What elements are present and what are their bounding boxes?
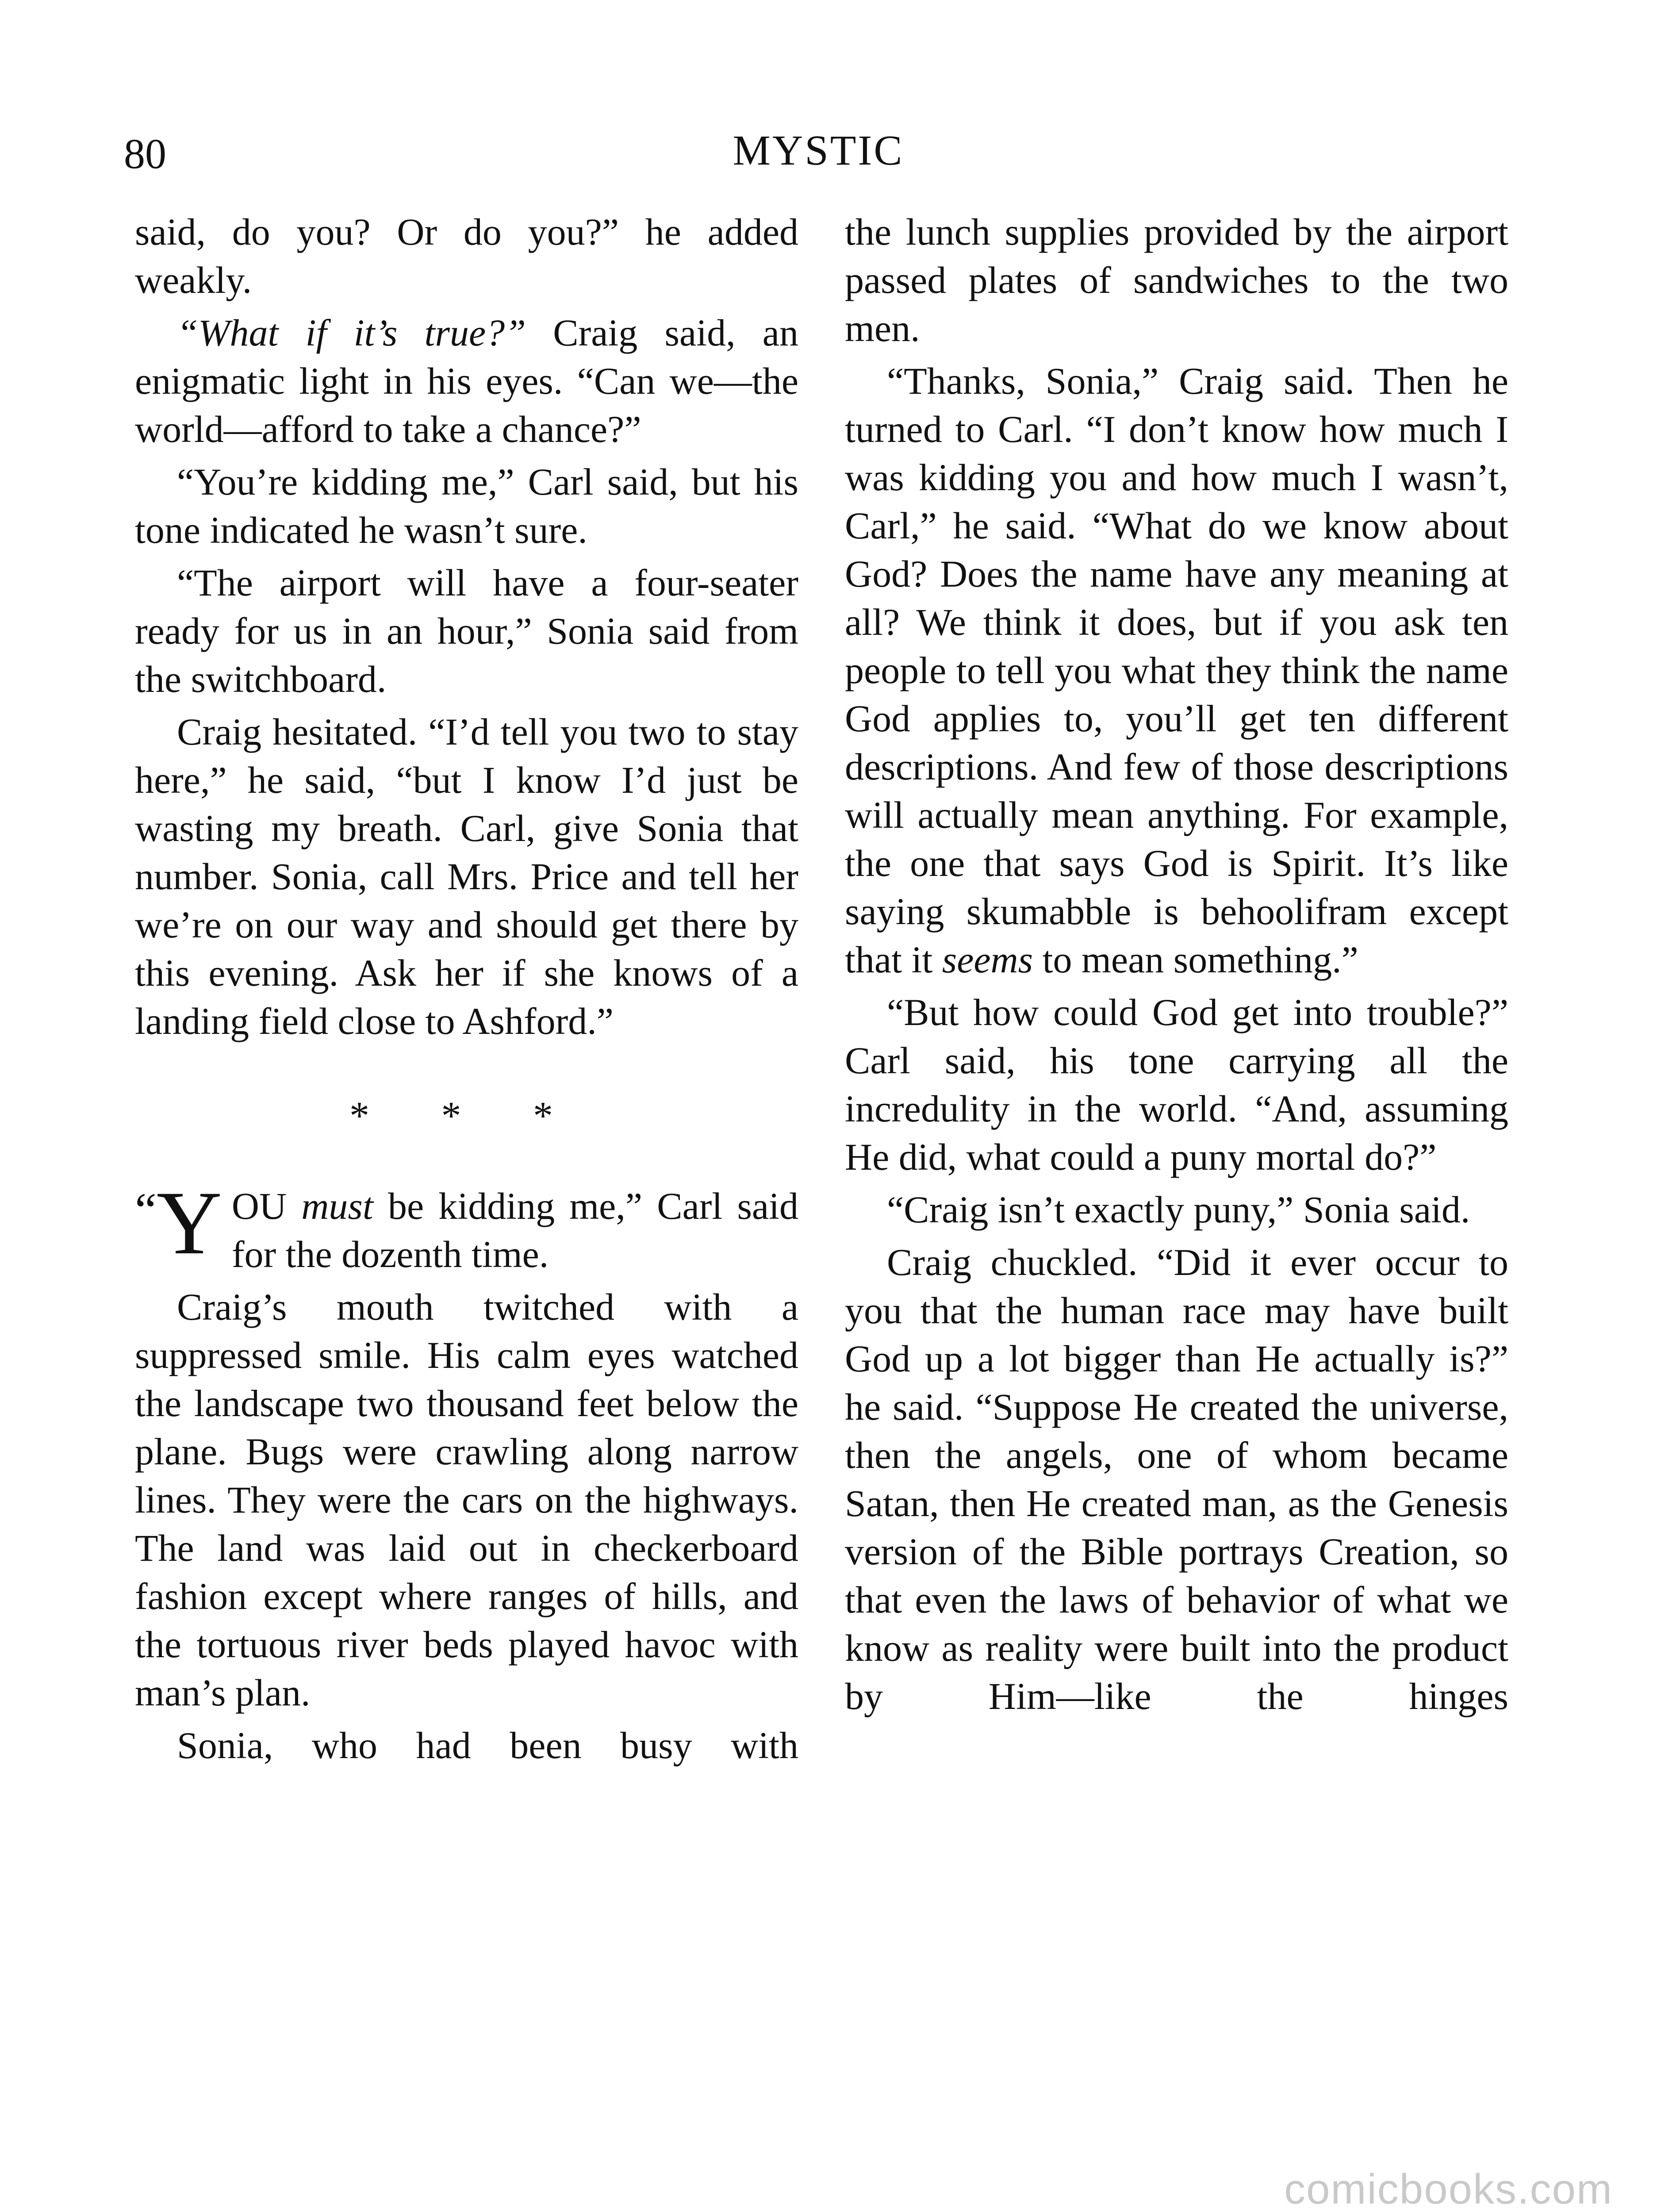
page-number: 80 xyxy=(124,130,166,177)
paragraph: the lunch supplies provided by the airport passed plates of sandwiches to the two men. xyxy=(845,211,1508,349)
italic-dialogue: “What if it’s true?” xyxy=(177,311,526,354)
paragraph: “The airport will have a four-seater ready for us in an hour,” Sonia said from the switchboard. xyxy=(135,561,798,700)
left-column xyxy=(135,208,798,1774)
drop-cap-quote: “ xyxy=(135,1183,157,1237)
paragraph-text: “Thanks, Sonia,” Craig said. Then he turned to Carl. “I don’t know how much I was kidding you and how much I wasn’t, Carl,” he said. “What do we know about God? Does the name have any meaning at all? We think it does, but if you ask ten people to tell you what they think the name God applies to, you’ll get ten different descriptions. And few of those descriptions will actually mean anything. For example, the one that says God is Spirit. It’s like saying skumabble is behoolifram except that it xyxy=(845,360,1508,981)
paragraph-text: Craig said, an enigmatic light in his eyes. “Can we—the world—afford to take a chance?” xyxy=(135,311,798,450)
paragraph: Craig hesitated. “I’d tell you two to stay here,” he said, “but I know I’d just be wasting my breath. Carl, give Sonia that number. Sonia, call Mrs. Price and tell her we’re on our way and should get there by this evening. Ask her if she knows of a landing field close to Ashford.” xyxy=(135,710,798,1042)
chapter-opening-paragraph xyxy=(135,1173,798,1279)
paragraph xyxy=(845,357,1508,984)
small-caps-lead: OU xyxy=(231,1185,302,1227)
paragraph: “But how could God get into trouble?” Carl said, his tone carrying all the incredulity in the world. “And, assuming He did, what could a puny mortal do?” xyxy=(845,991,1508,1178)
paragraph: Sonia, who had been busy with xyxy=(177,1724,798,1767)
paragraph-text: to mean something.” xyxy=(1033,938,1358,981)
paragraph: “You’re kidding me,” Carl said, but his tone indicated he wasn’t sure. xyxy=(135,461,798,551)
paragraph: said, do you? Or do you?” he added weakly. xyxy=(135,211,798,301)
paragraph: Craig chuckled. “Did it ever occur to you that the human race may have built God up a lot bigger than He actually is?” he said. “Suppose He created the universe, then the angels, one of whom became Satan, then He created man, as the Genesis version of the Bible portrays Creation, so that even the laws of behavior of what we know as reality were built into the product by Him—like the hinges xyxy=(845,1241,1508,1717)
running-head: MYSTIC xyxy=(733,127,904,174)
drop-cap xyxy=(135,1173,222,1273)
italic-word: must xyxy=(301,1185,373,1227)
paragraph: “Craig isn’t exactly puny,” Sonia said. xyxy=(887,1188,1470,1231)
right-column xyxy=(845,208,1508,1725)
section-break: * * * xyxy=(349,1094,584,1138)
paragraph: Craig’s mouth twitched with a suppressed smile. His calm eyes watched the landscape two thousand feet below the plane. Bugs were crawling along narrow lines. They were the cars on the highways. The land was laid out in checkerboard fashion except where ranges of hills, and the tortuous river beds played havoc with man’s plan. xyxy=(135,1286,798,1714)
drop-cap-letter: Y xyxy=(156,1173,222,1273)
paragraph xyxy=(135,309,798,453)
italic-word: seems xyxy=(942,938,1033,981)
watermark: comicbooks.com xyxy=(1284,2166,1613,2212)
paragraph-text: be kidding me,” Carl said for the dozenth time. xyxy=(231,1185,798,1275)
